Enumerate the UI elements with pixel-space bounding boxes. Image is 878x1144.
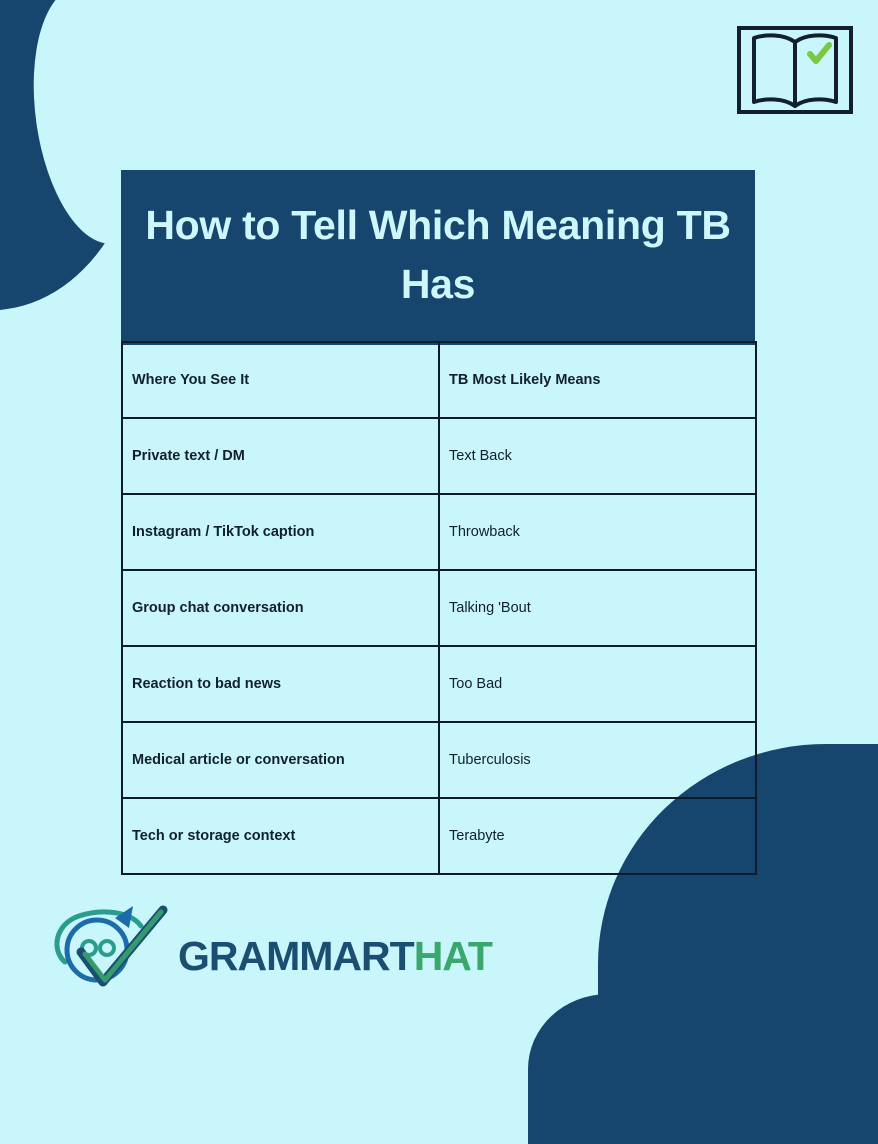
open-book-check-icon [736,22,854,118]
cell-where: Instagram / TikTok caption [122,494,439,570]
cell-where: Private text / DM [122,418,439,494]
cell-means: Tuberculosis [439,722,756,798]
title-banner [121,170,755,345]
cell-means: Too Bad [439,646,756,722]
brand-t: T [389,933,414,979]
table-header-row [122,342,756,418]
cell-means: Terabyte [439,798,756,874]
column-header-means: TB Most Likely Means [439,342,756,418]
cell-means: Text Back [439,418,756,494]
table-row [122,418,756,494]
cell-where: Reaction to bad news [122,646,439,722]
table-row [122,646,756,722]
meaning-table-container [121,341,755,875]
brand-grammar: GRAMMAR [178,933,390,979]
cell-where: Medical article or conversation [122,722,439,798]
page-title: How to Tell Which Meaning TB Has [145,202,731,308]
table-row [122,798,756,874]
table-row [122,570,756,646]
cell-where: Group chat conversation [122,570,439,646]
table-row [122,722,756,798]
cell-means: Throwback [439,494,756,570]
column-header-where: Where You See It [122,342,439,418]
meaning-table [121,341,757,875]
brand-hat: HAT [413,933,492,979]
brand-wordmark [178,933,492,980]
cell-means: Talking 'Bout [439,570,756,646]
cell-where: Tech or storage context [122,798,439,874]
table-row [122,494,756,570]
